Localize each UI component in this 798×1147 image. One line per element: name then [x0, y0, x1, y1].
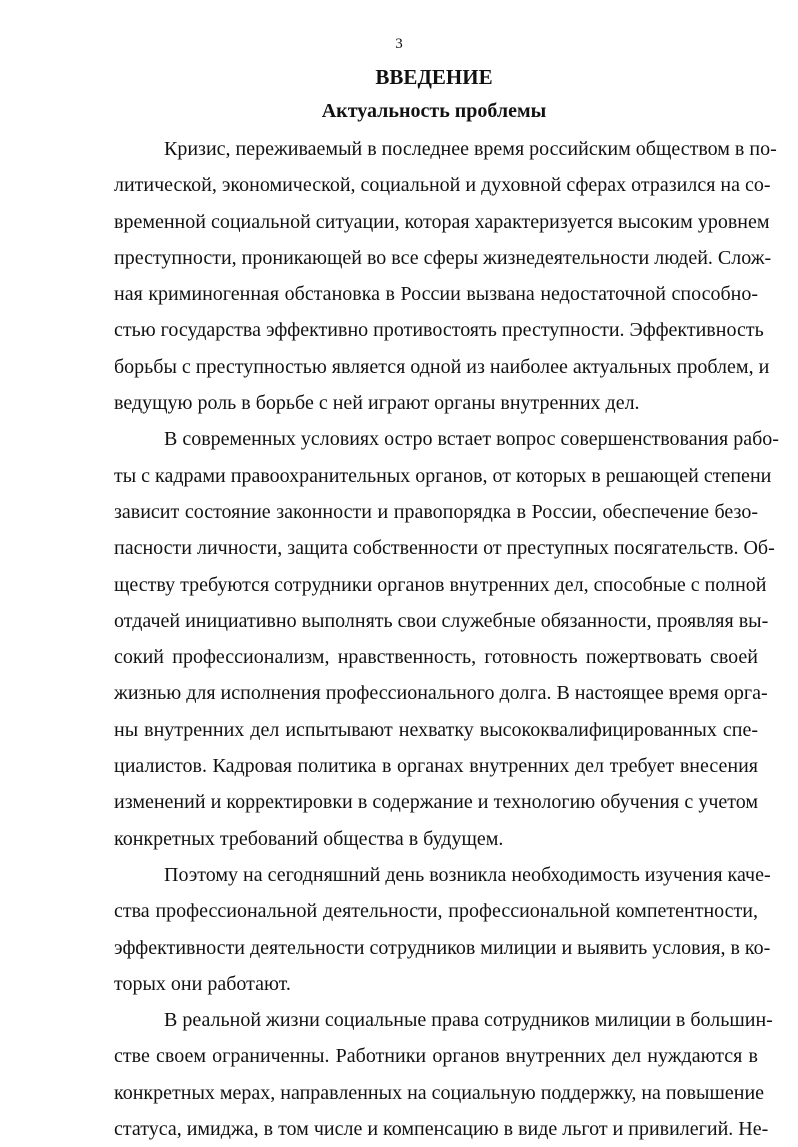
paragraph: [114, 1002, 773, 1147]
text-line: торых они работают.: [114, 972, 291, 995]
text-line: Поэтому на сегодняшний день возникла необходимость изучения каче-: [164, 863, 771, 886]
text-line: Кризис, переживаемый в последнее время российским обществом в по-: [164, 138, 777, 160]
text-line: временной социальной ситуации, которая характеризуется высоким уровнем: [114, 210, 770, 233]
text-line: В современных условиях остро встает вопрос совершенствования рабо-: [164, 428, 779, 451]
text-line: стью государства эффективно противостоять преступности. Эффективность: [114, 319, 764, 342]
text-line: жизнью для исполнения профессионального долга. В настоящее время орга-: [114, 682, 768, 705]
text-line: борьбы с преступностью является одной из наиболее актуальных проблем, и: [114, 355, 770, 378]
body-text: [114, 131, 779, 1147]
text-line: конкретных мерах, направленных на социальную поддержку, на повышение: [114, 1081, 765, 1104]
paragraph: [114, 421, 779, 857]
text-line: ществу требуются сотрудники органов внутренних дел, способные с полной: [114, 573, 767, 596]
text-line: ведущую роль в борьбе с ней играют органы внутренних дел.: [114, 392, 640, 415]
text-line: ты с кадрами правоохранительных органов, от которых в решающей степени: [114, 464, 772, 487]
text-line: преступности, проникающей во все сферы жизнедеятельности людей. Слож-: [114, 246, 772, 269]
section-heading: Актуальность проблемы: [321, 100, 547, 122]
text-line: изменений и корректировки в содержание и технологию обучения с учетом: [114, 791, 758, 814]
text-line: зависит состояние законности и правопорядка в России, обеспечение безо-: [114, 500, 758, 523]
text-line: сокий профессионализм, нравственность, готовность пожертвовать своей: [114, 646, 758, 669]
text-line: ная криминогенная обстановка в России вызвана недостаточной способно-: [114, 283, 758, 306]
paragraph: [114, 131, 777, 421]
paragraph: [114, 857, 771, 1002]
text-line: отдачей инициативно выполнять свои служебные обязанности, проявляя вы-: [114, 609, 769, 632]
text-line: эффективности деятельности сотрудников милиции и выявить условия, в ко-: [114, 936, 771, 959]
text-line: конкретных требований общества в будущем.: [114, 827, 504, 850]
text-line: ства профессиональной деятельности, профессиональной компетентности,: [114, 900, 758, 923]
text-line: стве своем ограниченны. Работники органов внутренних дел нуждаются в: [114, 1045, 758, 1068]
page-number: 3: [395, 36, 403, 52]
text-line: циалистов. Кадровая политика в органах внутренних дел требует внесения: [114, 755, 758, 778]
text-line: статуса, имиджа, в том числе и компенсацию в виде льгот и привилегий. Не-: [114, 1118, 769, 1141]
text-line: В реальной жизни социальные права сотрудников милиции в большин-: [164, 1009, 773, 1032]
text-line: ны внутренних дел испытывают нехватку высококвалифицированных спе-: [114, 718, 758, 741]
chapter-heading: ВВЕДЕНИЕ: [375, 65, 493, 89]
text-line: литической, экономической, социальной и духовной сферах отразился на со-: [114, 174, 771, 197]
text-line: пасности личности, защита собственности от преступных посягательств. Об-: [114, 537, 775, 560]
